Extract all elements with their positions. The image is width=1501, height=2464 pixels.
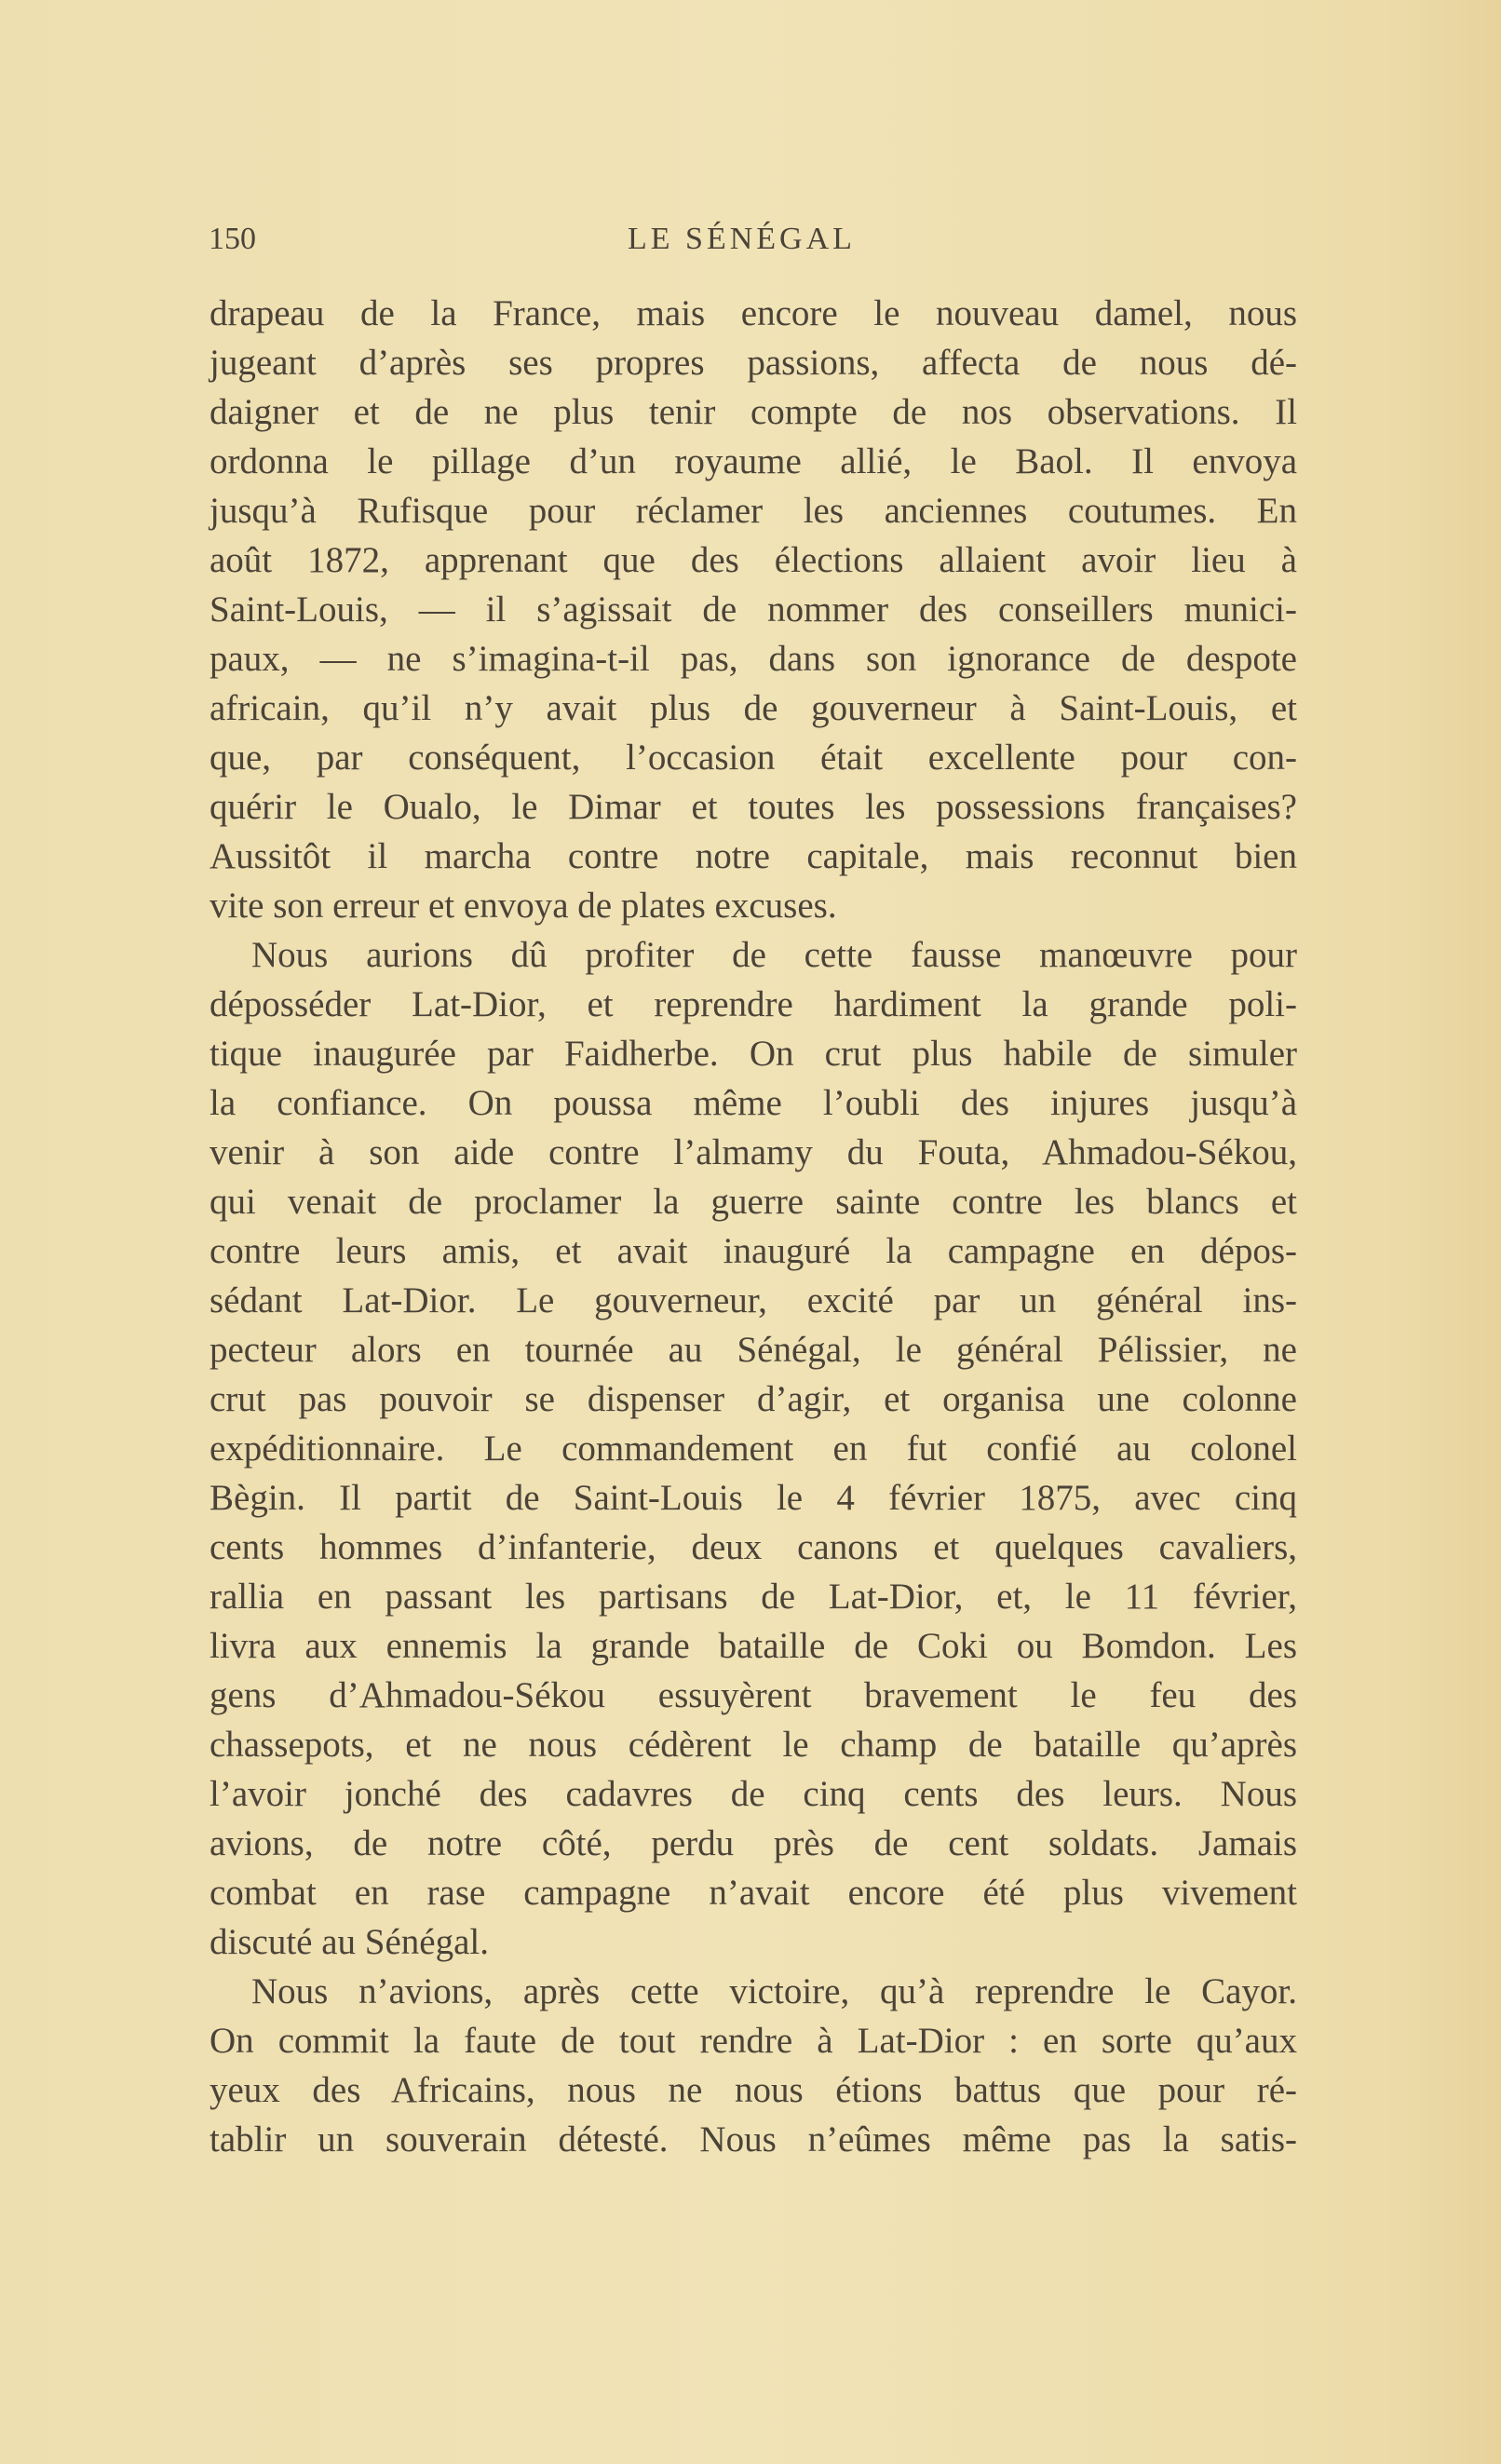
text-line: Aussitôt il marcha contre notre capitale, mais reconnut bien	[210, 836, 1297, 876]
text-line: pecteur alors en tournée au Sénégal, le général Pélissier, ne	[210, 1330, 1297, 1370]
text-line: venir à son aide contre l’almamy du Fouta, Ahmadou-Sékou,	[210, 1132, 1297, 1172]
text-line: que, par conséquent, l’occasion était excellente pour con-	[210, 738, 1297, 778]
text-line: expéditionnaire. Le commandement en fut confié au colonel	[210, 1428, 1297, 1469]
text-line: la confiance. On poussa même l’oubli des injures jusqu’à	[210, 1083, 1297, 1123]
text-line: avions, de notre côté, perdu près de cent soldats. Jamais	[210, 1823, 1297, 1863]
text-line: déposséder Lat-Dior, et reprendre hardiment la grande poli-	[210, 984, 1297, 1024]
text-line: livra aux ennemis la grande bataille de Coki ou Bomdon. Les	[210, 1626, 1297, 1666]
text-line: discuté au Sénégal.	[210, 1922, 489, 1962]
text-line: l’avoir jonché des cadavres de cinq cents des leurs. Nous	[210, 1774, 1297, 1814]
text-line: Saint-Louis, — il s’agissait de nommer des conseillers munici-	[210, 589, 1297, 630]
text-line: Bègin. Il partit de Saint-Louis le 4 février 1875, avec cinq	[210, 1478, 1297, 1518]
text-line: sédant Lat-Dior. Le gouverneur, excité par un général ins-	[210, 1280, 1297, 1320]
text-line: contre leurs amis, et avait inauguré la campagne en dépos-	[210, 1231, 1297, 1271]
paragraph	[210, 1967, 1297, 2164]
text-line: cents hommes d’infanterie, deux canons et quelques cavaliers,	[210, 1527, 1297, 1567]
text-line: Nous n’avions, après cette victoire, qu’à reprendre le Cayor.	[251, 1971, 1297, 2011]
text-line: drapeau de la France, mais encore le nouveau damel, nous	[210, 293, 1297, 333]
text-line: août 1872, apprenant que des élections allaient avoir lieu à	[210, 540, 1297, 580]
text-line: gens d’Ahmadou-Sékou essuyèrent bravement le feu des	[210, 1675, 1297, 1715]
text-line: yeux des Africains, nous ne nous étions battus que pour ré-	[210, 2070, 1297, 2110]
text-line: tablir un souverain détesté. Nous n’eûmes même pas la satis-	[210, 2119, 1297, 2159]
text-line: Nous aurions dû profiter de cette fausse manœuvre pour	[251, 935, 1297, 975]
text-line: vite son erreur et envoya de plates excuses.	[210, 886, 837, 926]
text-line: paux, — ne s’imagina-t-il pas, dans son ignorance de despote	[210, 639, 1297, 679]
paragraph	[210, 289, 1297, 930]
text-line: qui venait de proclamer la guerre sainte contre les blancs et	[210, 1182, 1297, 1222]
running-title: LE SÉNÉGAL	[628, 222, 856, 256]
text-line: rallia en passant les partisans de Lat-Dior, et, le 11 février,	[210, 1577, 1297, 1617]
text-line: jugeant d’après ses propres passions, affecta de nous dé-	[210, 343, 1297, 383]
text-line: daigner et de ne plus tenir compte de nos observations. Il	[210, 392, 1297, 432]
text-line: crut pas pouvoir se dispenser d’agir, et organisa une colonne	[210, 1379, 1297, 1419]
text-line: africain, qu’il n’y avait plus de gouverneur à Saint-Louis, et	[210, 688, 1297, 728]
text-line: quérir le Oualo, le Dimar et toutes les possessions françaises?	[210, 787, 1297, 827]
paragraph	[210, 930, 1297, 1967]
text-line: ordonna le pillage d’un royaume allié, le Baol. Il envoya	[210, 441, 1297, 481]
body-text	[210, 289, 1297, 2164]
text-line: tique inaugurée par Faidherbe. On crut plus habile de simuler	[210, 1034, 1297, 1074]
text-line: On commit la faute de tout rendre à Lat-Dior : en sorte qu’aux	[210, 2021, 1297, 2061]
text-line: jusqu’à Rufisque pour réclamer les anciennes coutumes. En	[210, 491, 1297, 531]
page-header	[209, 222, 1298, 263]
page-number: 150	[209, 222, 256, 256]
text-line: combat en rase campagne n’avait encore été plus vivement	[210, 1873, 1297, 1913]
text-line: chassepots, et ne nous cédèrent le champ de bataille qu’après	[210, 1725, 1297, 1765]
